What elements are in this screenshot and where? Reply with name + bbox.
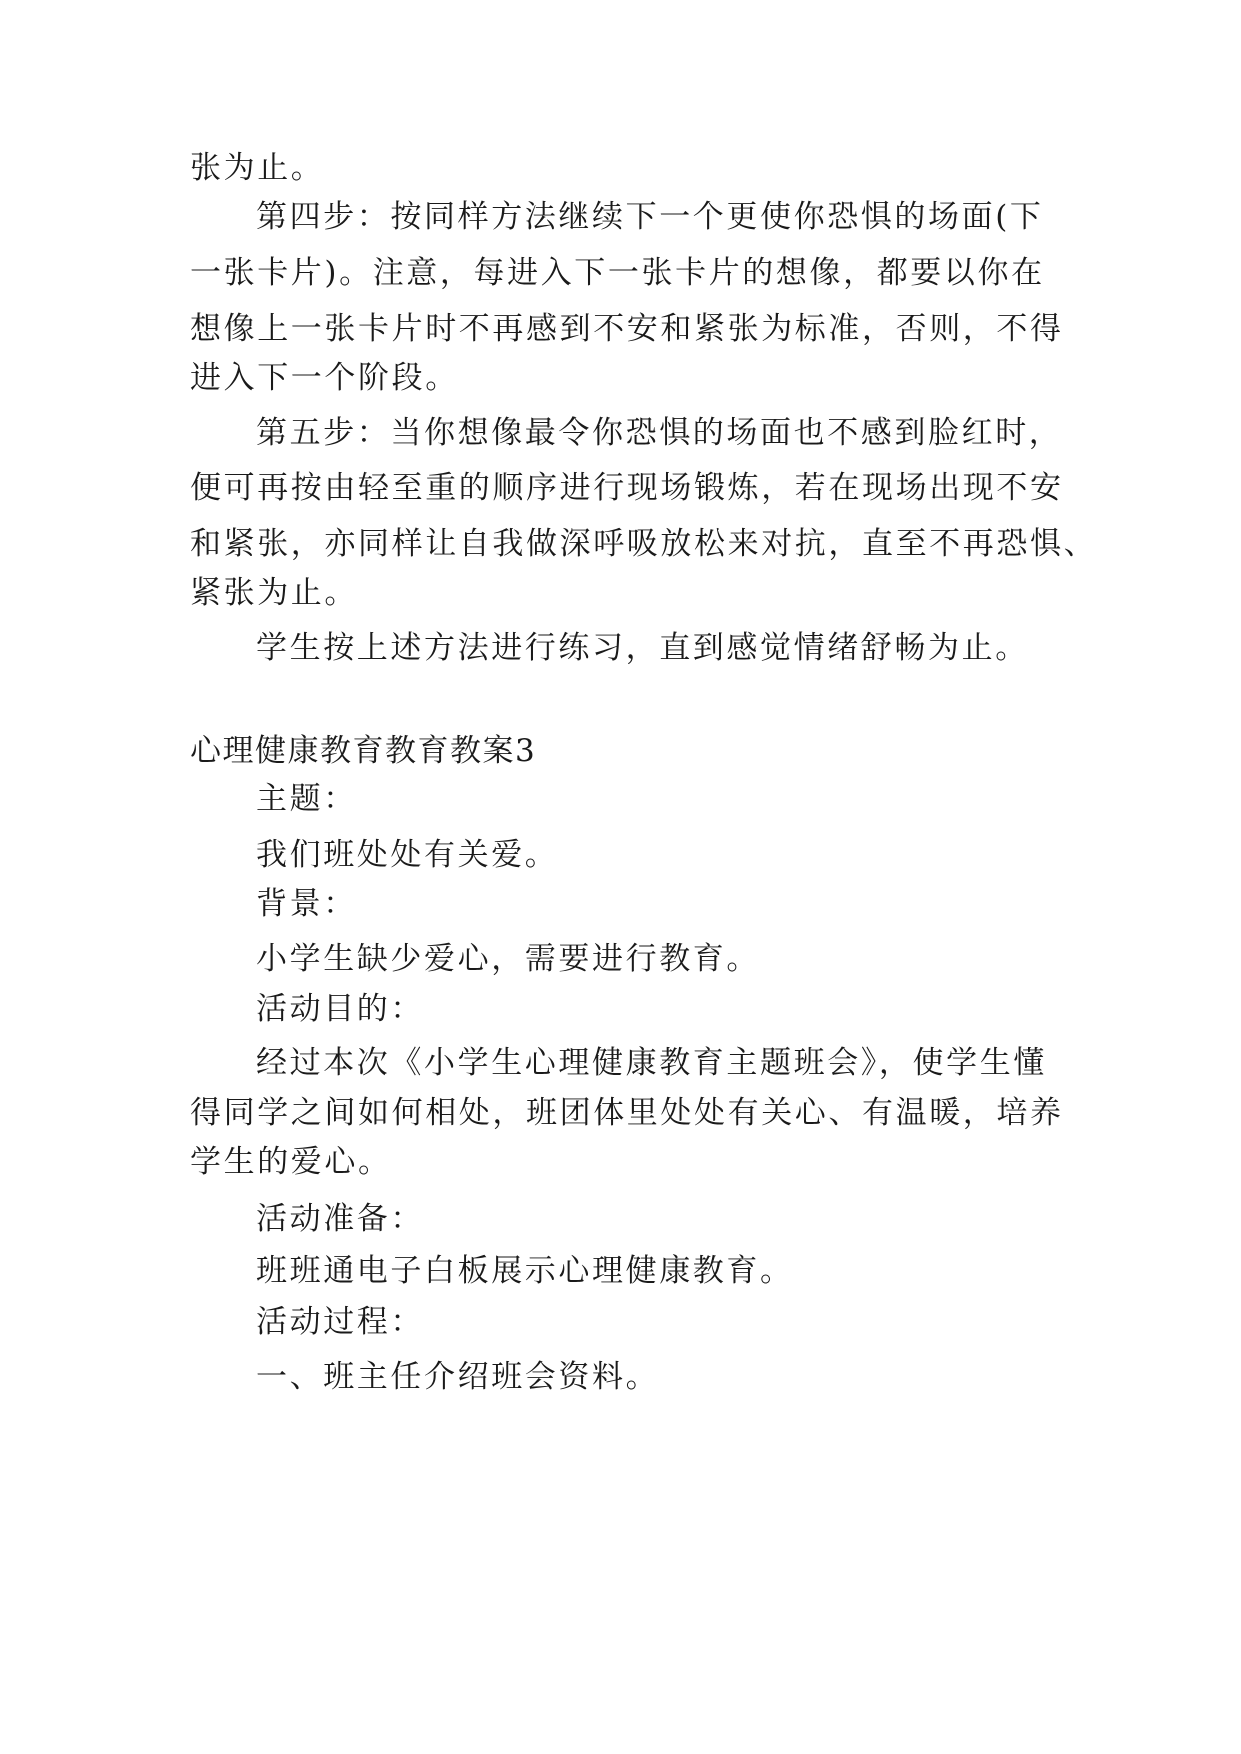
step4-line-2: 一张卡片)。注意，每进入下一张卡片的想像，都要以你在	[190, 255, 1045, 291]
step5-line-4: 紧张为止。	[190, 575, 358, 611]
prep-label: 活动准备：	[256, 1201, 424, 1237]
background-text: 小学生缺少爱心，需要进行教育。	[256, 941, 760, 977]
goal-line-3: 学生的爱心。	[190, 1144, 392, 1180]
step5-line-2: 便可再按由轻至重的顺序进行现场锻炼，若在现场出现不安	[190, 470, 1064, 506]
practice-line: 学生按上述方法进行练习，直到感觉情绪舒畅为止。	[256, 630, 1029, 666]
continued-line: 张为止。	[190, 150, 325, 186]
background-label: 背景：	[256, 886, 357, 922]
section-title: 心理健康教育教育教案3	[190, 733, 537, 769]
step4-line-4: 进入下一个阶段。	[190, 360, 459, 396]
theme-label: 主题：	[256, 781, 357, 817]
prep-text: 班班通电子白板展示心理健康教育。	[256, 1253, 794, 1289]
process-label: 活动过程：	[256, 1304, 424, 1340]
process-item-1: 一、班主任介绍班会资料。	[256, 1359, 660, 1395]
step4-line-1: 第四步：按同样方法继续下一个更使你恐惧的场面(下	[256, 199, 1044, 235]
step5-line-3: 和紧张，亦同样让自我做深呼吸放松来对抗，直至不再恐惧、	[190, 526, 1098, 562]
goal-label: 活动目的：	[256, 991, 424, 1027]
theme-text: 我们班处处有关爱。	[256, 837, 559, 873]
step4-line-3: 想像上一张卡片时不再感到不安和紧张为标准，否则，不得	[190, 311, 1064, 347]
goal-line-2: 得同学之间如何相处，班团体里处处有关心、有温暖，培养	[190, 1095, 1064, 1131]
step5-line-1: 第五步：当你想像最令你恐惧的场面也不感到脸红时，	[256, 415, 1063, 451]
goal-line-1: 经过本次《小学生心理健康教育主题班会》，使学生懂	[256, 1045, 1047, 1081]
